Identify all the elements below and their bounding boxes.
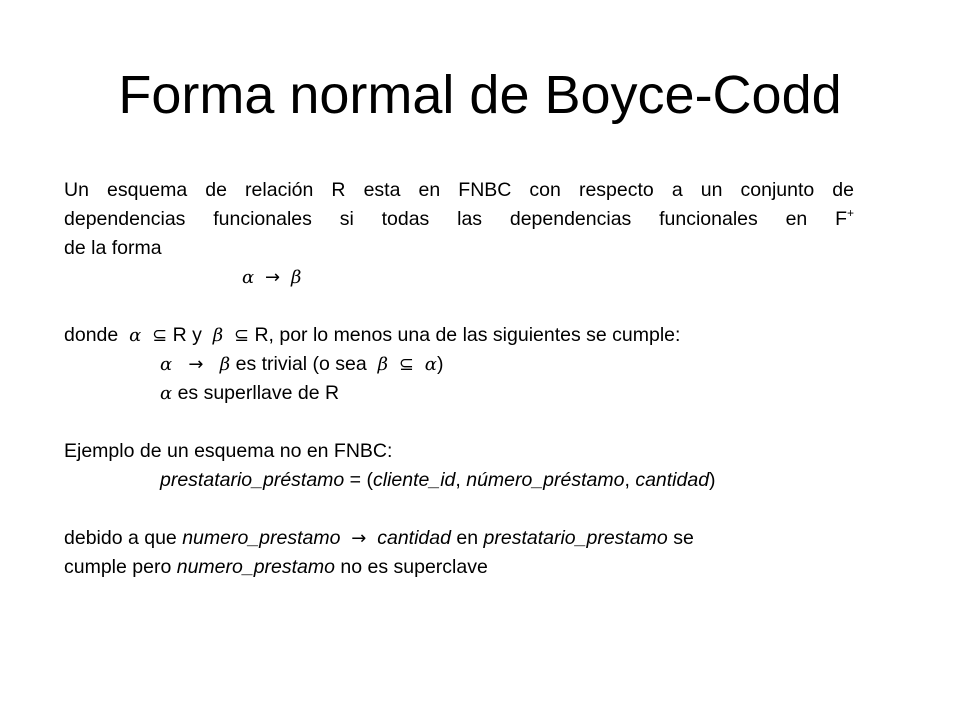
conclusion-debido: debido a que — [64, 527, 177, 549]
conclusion-rhs: cantidad — [377, 527, 451, 549]
alpha-symbol: α — [160, 383, 173, 404]
alpha-symbol: α — [129, 325, 142, 346]
condition-donde: donde — [64, 324, 119, 346]
arrow-symbol: → — [351, 528, 367, 549]
example-intro-text: Ejemplo de un esquema no en FNBC: — [64, 440, 393, 462]
schema-attr-cliente-id: cliente_id — [372, 469, 456, 491]
alpha-symbol: α — [242, 267, 255, 288]
schema-comma: , — [624, 469, 636, 491]
schema-close-paren: ) — [709, 469, 716, 491]
conclusion-line-2 — [64, 553, 854, 582]
subseteq-symbol: ⊆ — [152, 325, 168, 346]
subseteq-symbol: ⊆ — [398, 354, 414, 375]
schema-equals: = ( — [344, 469, 373, 491]
condition-r-y: R y — [172, 324, 202, 346]
plus-superscript: + — [846, 206, 854, 220]
definition-text-2: dependencias funcionales si todas las dependencias funcionales en F — [64, 208, 847, 230]
condition-rest: R, por lo menos una de las siguientes se cumple: — [254, 324, 681, 346]
spacer — [64, 408, 854, 437]
condition-line — [64, 321, 854, 350]
conclusion-relation: prestatario_prestamo — [483, 527, 668, 549]
superllave-text: es superllave de R — [177, 382, 340, 404]
slide-body — [64, 176, 854, 582]
conclusion-se: se — [673, 527, 694, 549]
beta-symbol: β — [212, 325, 224, 346]
beta-symbol: β — [290, 267, 302, 288]
definition-line-3 — [64, 234, 854, 263]
definition-text-3: de la forma — [64, 237, 162, 259]
condition-superkey — [64, 379, 854, 408]
schema-comma: , — [455, 469, 467, 491]
alpha-symbol: α — [424, 354, 437, 375]
subseteq-symbol: ⊆ — [233, 325, 250, 346]
beta-symbol: β — [377, 354, 388, 375]
close-paren: ) — [436, 353, 444, 375]
example-intro — [64, 437, 854, 466]
conclusion-en: en — [456, 527, 479, 549]
conclusion-cumple-pero: cumple pero — [64, 556, 172, 578]
definition-line-1 — [64, 176, 854, 205]
conclusion-lhs2: numero_prestamo — [176, 556, 335, 578]
conclusion-no-es: no es superclave — [340, 556, 488, 578]
dependency-formula — [64, 263, 854, 292]
arrow-symbol: → — [188, 354, 204, 375]
beta-symbol: β — [219, 354, 231, 375]
arrow-symbol: → — [265, 267, 281, 288]
trivial-text: es trivial (o sea — [235, 353, 367, 375]
condition-trivial — [64, 350, 854, 379]
conclusion-lhs: numero_prestamo — [182, 527, 341, 549]
schema-attr-cantidad: cantidad — [635, 469, 710, 491]
spacer — [64, 292, 854, 321]
definition-text-1: Un esquema de relación R esta en FNBC con respecto a un conjunto de — [64, 179, 854, 201]
example-schema — [64, 466, 854, 495]
conclusion-line-1 — [64, 524, 854, 553]
schema-name: prestatario_préstamo — [160, 469, 345, 491]
definition-line-2 — [64, 205, 854, 234]
schema-attr-numero-prestamo: número_préstamo — [466, 469, 625, 491]
spacer — [64, 495, 854, 524]
slide-title: Forma normal de Boyce-Codd — [118, 65, 842, 125]
alpha-symbol: α — [160, 354, 173, 375]
